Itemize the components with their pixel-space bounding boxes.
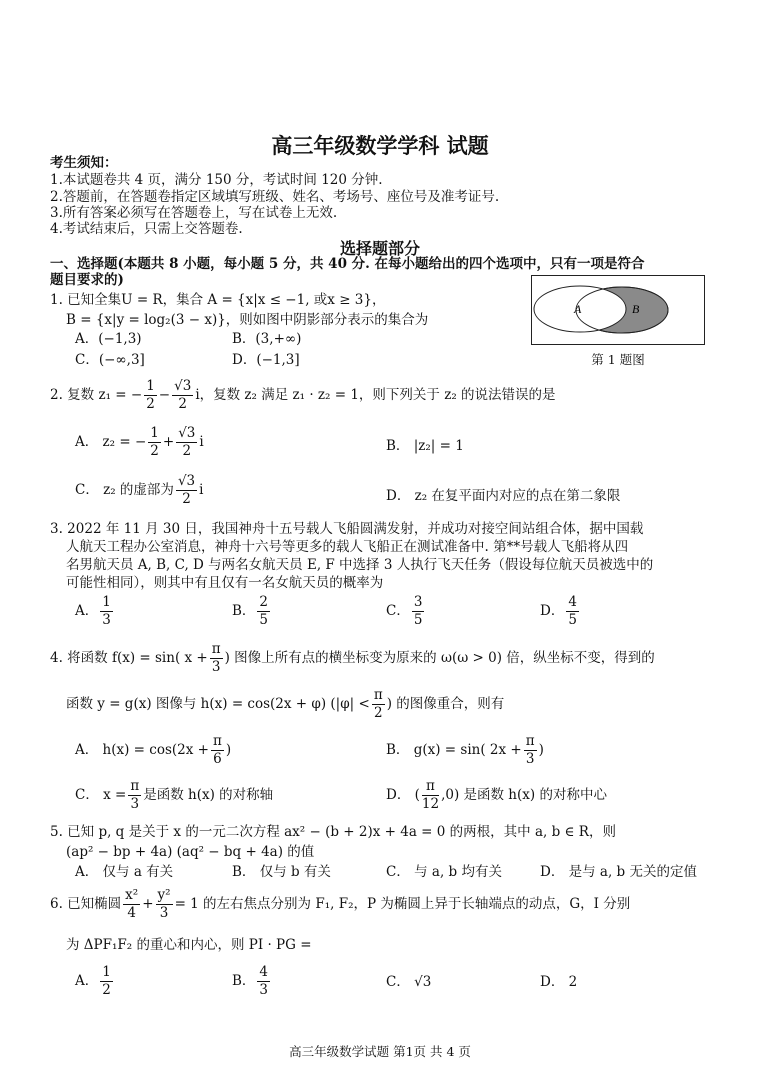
q1-stem-line1: 1. 已知全集U = R，集合 A = {x|x ≤ −1, 或x ≥ 3}， [50, 292, 386, 308]
q2-option-b: B． |z₂| = 1 [386, 438, 464, 454]
notice-item-2: 2.答题前，在答题卷指定区域填写班级、姓名、考场号、座位号及准考证号. [50, 189, 500, 205]
notice-item-3: 3.所有答案必须写在答题卷上，写在试卷上无效. [50, 205, 338, 221]
section-title: 选择题部分 [339, 239, 420, 258]
q6-option-d: D． 2 [540, 974, 578, 990]
q6-option-c: C． √3 [386, 974, 432, 990]
q3-option-d: D． $\frac{4}{5}$ [540, 594, 577, 628]
q1-option-b: B．(3,+∞) [232, 331, 302, 347]
q1-option-d: D．(−1,3] [232, 352, 300, 368]
q2-option-a: A． z₂ = − $\frac{1}{2}$ + $\frac{√3}{2}$ i [75, 425, 204, 459]
q5-line2: (ap² − bp + 4a) (aq² − bq + 4a) 的值 [66, 844, 315, 860]
q5-option-c: C． 与 a, b 均有关 [386, 864, 502, 880]
q3-option-c: C． $\frac{3}{5}$ [386, 594, 423, 628]
section-heading-line1: 一、选择题(本题共 8 小题，每小题 5 分，共 40 分. 在每小题给出的四个选项中，只有一项是符合 [50, 256, 645, 272]
q5-option-a: A． 仅与 a 有关 [75, 864, 174, 880]
q5-option-b: B． 仅与 b 有关 [232, 864, 331, 880]
notice-item-4: 4.考试结束后，只需上交答题卷. [50, 221, 243, 237]
q3-line1: 3. 2022 年 11 月 30 日，我国神舟十五号载人飞船圆满发射，并成功对接空间站组合体，据中国载 [50, 521, 644, 537]
q3-option-a: A． $\frac{1}{3}$ [75, 594, 111, 628]
q3-line3: 名男航天员 A, B, C, D 与两名女航天员 E, F 中选择 3 人执行飞天任务（假设每位航天员被选中的 [66, 557, 654, 573]
q4-line1: 4. 将函数 f(x) = sin( x + $\frac{\pi}{3}$ ) 图像上所有点的横坐标变为原来的 ω(ω > 0) 倍，纵坐标不变，得到的 [50, 641, 655, 675]
venn-diagram [531, 275, 705, 345]
q6-line2: 为 ΔPF₁F₂ 的重心和内心，则 PI · PG = [66, 937, 312, 953]
q4-option-d: D． ( $\frac{\pi}{12}$ ,0) 是函数 h(x) 的对称中心 [386, 778, 607, 812]
q1-option-c: C．(−∞,3] [75, 352, 145, 368]
notice-item-1: 1.本试题卷共 4 页，满分 150 分，考试时间 120 分钟. [50, 172, 383, 188]
q3-line4: 可能性相同），则其中有且仅有一名女航天员的概率为 [66, 575, 384, 591]
q6-line1: 6. 已知椭圆 $\frac{\text{x²}}{4}$ + $\frac{\text{y²}}{3}$ = 1 的左右焦点分别为 F₁, F₂，P 为椭圆上异于长轴端点的动点，G，I 分别 [50, 887, 631, 921]
q4-option-c: C． x = $\frac{\pi}{3}$ 是函数 h(x) 的对称轴 [75, 778, 274, 812]
q2-option-d: D． z₂ 在复平面内对应的点在第二象限 [386, 488, 621, 504]
q6-option-a: A． $\frac{1}{2}$ [75, 964, 111, 998]
q6-option-b: B． $\frac{4}{3}$ [232, 964, 269, 998]
notice-heading: 考生须知： [50, 155, 118, 171]
q4-option-a: A． h(x) = cos(2x + $\frac{\pi}{6}$ ) [75, 733, 232, 767]
q4-line2: 函数 y = g(x) 图像与 h(x) = cos(2x + φ) (|φ| < $\frac{\pi}{2}$ ) 的图像重合，则有 [66, 687, 505, 721]
page-title: 高三年级数学学科 试题 [271, 133, 489, 158]
q4-option-b: B． g(x) = sin( 2x + $\frac{\pi}{3}$ ) [386, 733, 544, 767]
q1-stem-line2: B = {x|y = log₂(3 − x)}，则如图中阴影部分表示的集合为 [66, 312, 429, 328]
q3-option-b: B． $\frac{2}{5}$ [232, 594, 269, 628]
page-footer: 高三年级数学试题 第1页 共 4 页 [289, 1044, 471, 1059]
set-a-label: A [574, 302, 582, 316]
q2-stem: 2. 复数 z₁ = − $\frac{1}{2}$ − $\frac{√3}{2}$ i，复数 z₂ 满足 z₁ · z₂ = 1，则下列关于 z₂ 的说法错误的是 [50, 378, 556, 412]
q3-line2: 人航天工程办公室消息，神舟十六号等更多的载人飞船正在测试准备中. 第**号载人飞船将从四 [66, 539, 629, 555]
q5-option-d: D． 是与 a, b 无关的定值 [540, 864, 697, 880]
q5-line1: 5. 已知 p, q 是关于 x 的一元二次方程 ax² − (b + 2)x + 4a = 0 的两根，其中 a, b ∈ R，则 [50, 824, 616, 840]
section-heading-line2: 题目要求的) [50, 272, 124, 288]
set-b-label: B [632, 302, 640, 316]
q2-option-c: C． z₂ 的虚部为 $\frac{√3}{2}$ i [75, 473, 204, 507]
q1-option-a: A．(−1,3) [75, 331, 142, 347]
figure-caption: 第 1 题图 [591, 352, 645, 367]
